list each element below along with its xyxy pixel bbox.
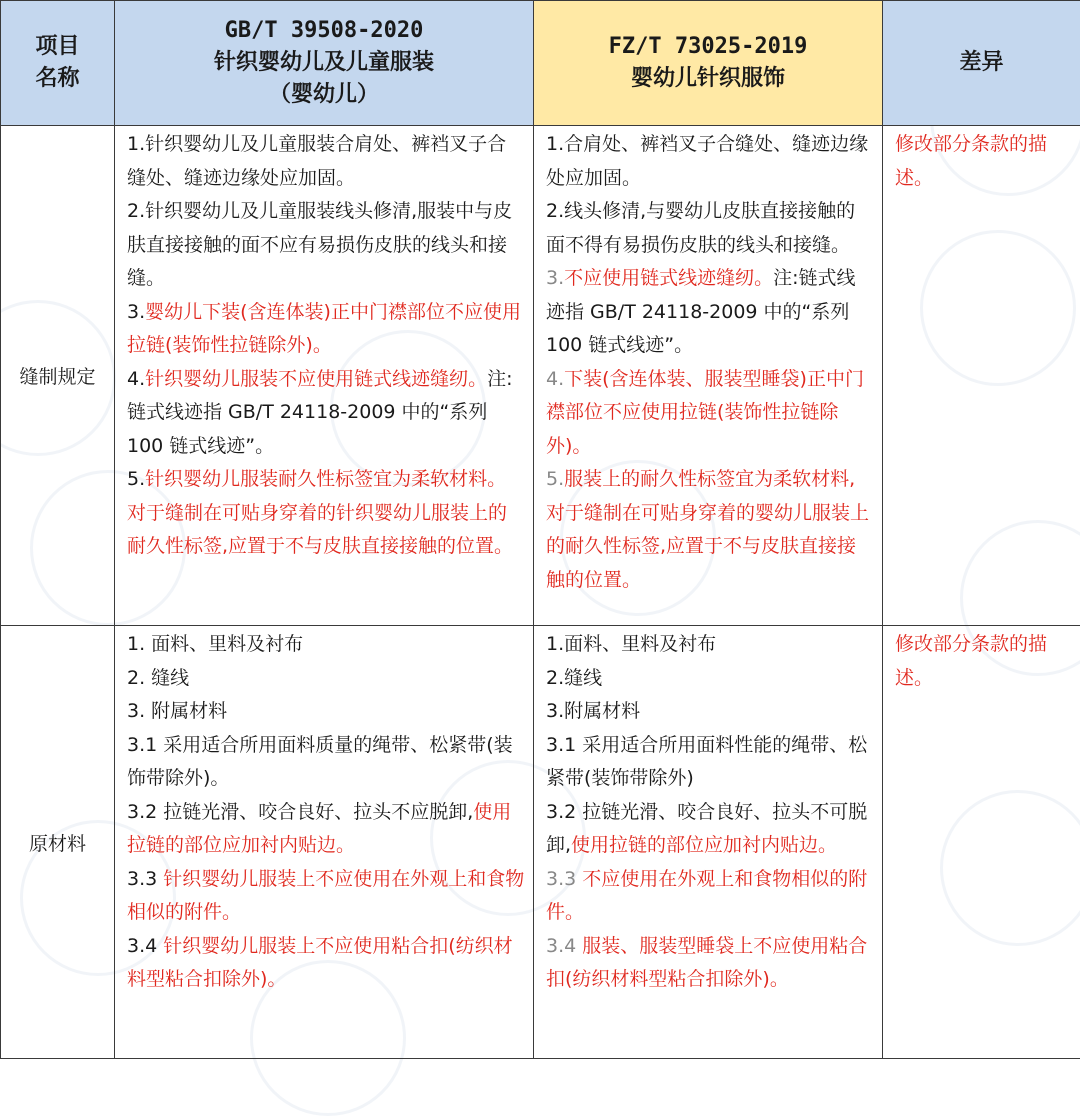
clause-text: 1.面料、里料及衬布 — [546, 633, 716, 655]
clause-text: 婴幼儿下装(含连体装)正中门襟部位不应使用拉链(装饰性拉链除外)。 — [127, 301, 521, 357]
clause-text: 2.针织婴幼儿及儿童服装线头修清,服装中与皮肤直接接触的面不应有易损伤皮肤的线头和接缝。 — [127, 200, 512, 289]
clause-item — [546, 363, 874, 464]
clause-item — [546, 463, 874, 597]
clause-text: 3.附属材料 — [546, 700, 640, 722]
clause-text: 针织婴幼儿服装不应使用链式线迹缝纫。 — [145, 368, 487, 390]
clause-text: 下装(含连体装、服装型睡袋)正中门襟部位不应使用拉链(装饰性拉链除外)。 — [546, 368, 864, 457]
clause-text: 使用拉链的部位应加衬内贴边。 — [571, 834, 837, 856]
clause-text: 服装、服装型睡袋上不应使用粘合扣(纺织材料型粘合扣除外)。 — [546, 935, 867, 991]
clause-item — [546, 628, 874, 662]
header-fz-standard: FZ/T 73025-2019 婴幼儿针织服饰 — [534, 1, 883, 126]
clause-text: 3.2 拉链光滑、咬合良好、拉头不可脱卸, — [546, 801, 867, 857]
row-label: 原材料 — [1, 626, 115, 1059]
clause-text: 1.合肩处、裤裆叉子合缝处、缝迹边缘处应加固。 — [546, 133, 868, 189]
clause-item — [546, 729, 874, 796]
clause-item — [546, 863, 874, 930]
clause-text: 3.3 — [546, 868, 582, 890]
table-row — [1, 626, 1080, 1059]
clause-text: 针织婴幼儿服装上不应使用粘合扣(纺织材料型粘合扣除外)。 — [127, 935, 513, 991]
clause-item — [127, 729, 525, 796]
clause-text: 2.缝线 — [546, 667, 602, 689]
clause-item — [546, 662, 874, 696]
clause-text: 使用拉链的部位应加衬内贴边。 — [127, 801, 511, 857]
clause-text: 3.3 — [127, 868, 163, 890]
header-difference: 差异 — [883, 1, 1080, 126]
clause-item — [546, 195, 874, 262]
clause-text: 4. — [546, 368, 564, 390]
clause-item — [127, 628, 525, 662]
clause-item — [127, 195, 525, 296]
clause-text: 针织婴幼儿服装耐久性标签宜为柔软材料。对于缝制在可贴身穿着的针织婴幼儿服装上的耐久性标签,应置于不与皮肤直接接触的位置。 — [127, 468, 513, 557]
clause-text: 3. — [546, 267, 564, 289]
table-row — [1, 126, 1080, 626]
clause-item — [127, 662, 525, 696]
row-label: 缝制规定 — [1, 126, 115, 626]
gb-cell — [115, 126, 534, 626]
clause-item — [127, 863, 525, 930]
difference-cell: 修改部分条款的描述。 — [883, 626, 1080, 1059]
clause-item — [127, 463, 525, 564]
fz-cell — [534, 126, 883, 626]
clause-text: 针织婴幼儿服装上不应使用在外观上和食物相似的附件。 — [127, 868, 524, 924]
clause-text: 2. 缝线 — [127, 667, 189, 689]
clause-item — [127, 695, 525, 729]
clause-item — [546, 262, 874, 363]
clause-text: 注:链式线迹指 GB/T 24118-2009 中的“系列 100 链式线迹”。 — [127, 368, 513, 457]
clause-text: 1.针织婴幼儿及儿童服装合肩处、裤裆叉子合缝处、缝迹边缘处应加固。 — [127, 133, 506, 189]
clause-text: 3.1 采用适合所用面料性能的绳带、松紧带(装饰带除外) — [546, 734, 867, 790]
clause-item — [127, 796, 525, 863]
clause-text: 3.1 采用适合所用面料质量的绳带、松紧带(装饰带除外)。 — [127, 734, 513, 790]
clause-text: 1. 面料、里料及衬布 — [127, 633, 303, 655]
clause-text: 2.线头修清,与婴幼儿皮肤直接接触的面不得有易损伤皮肤的线头和接缝。 — [546, 200, 855, 256]
difference-cell: 修改部分条款的描述。 — [883, 126, 1080, 626]
clause-text: 3. — [127, 301, 145, 323]
clause-item — [546, 796, 874, 863]
clause-text: 3. 附属材料 — [127, 700, 227, 722]
clause-text: 3.2 拉链光滑、咬合良好、拉头不应脱卸, — [127, 801, 473, 823]
clause-item — [546, 128, 874, 195]
clause-text: 注:链式线迹指 GB/T 24118-2009 中的“系列 100 链式线迹”。 — [546, 267, 856, 356]
clause-text: 3.4 — [546, 935, 582, 957]
clause-item — [546, 930, 874, 997]
header-row — [1, 1, 1080, 126]
fz-cell — [534, 626, 883, 1059]
clause-item — [127, 296, 525, 363]
clause-text: 4. — [127, 368, 145, 390]
clause-text: 服装上的耐久性标签宜为柔软材料,对于缝制在可贴身穿着的婴幼儿服装上的耐久性标签,应置于不与皮肤直接接触的位置。 — [546, 468, 869, 591]
clause-item — [546, 695, 874, 729]
header-gb-standard: GB/T 39508-2020 针织婴幼儿及儿童服装 （婴幼儿） — [115, 1, 534, 126]
clause-text: 不应使用链式线迹缝纫。 — [564, 267, 773, 289]
clause-item — [127, 363, 525, 464]
clause-text: 3.4 — [127, 935, 163, 957]
clause-text: 5. — [546, 468, 564, 490]
clause-text: 5. — [127, 468, 145, 490]
header-item-name: 项目 名称 — [1, 1, 115, 126]
clause-item — [127, 930, 525, 997]
gb-cell — [115, 626, 534, 1059]
clause-item — [127, 128, 525, 195]
clause-text: 不应使用在外观上和食物相似的附件。 — [546, 868, 867, 924]
